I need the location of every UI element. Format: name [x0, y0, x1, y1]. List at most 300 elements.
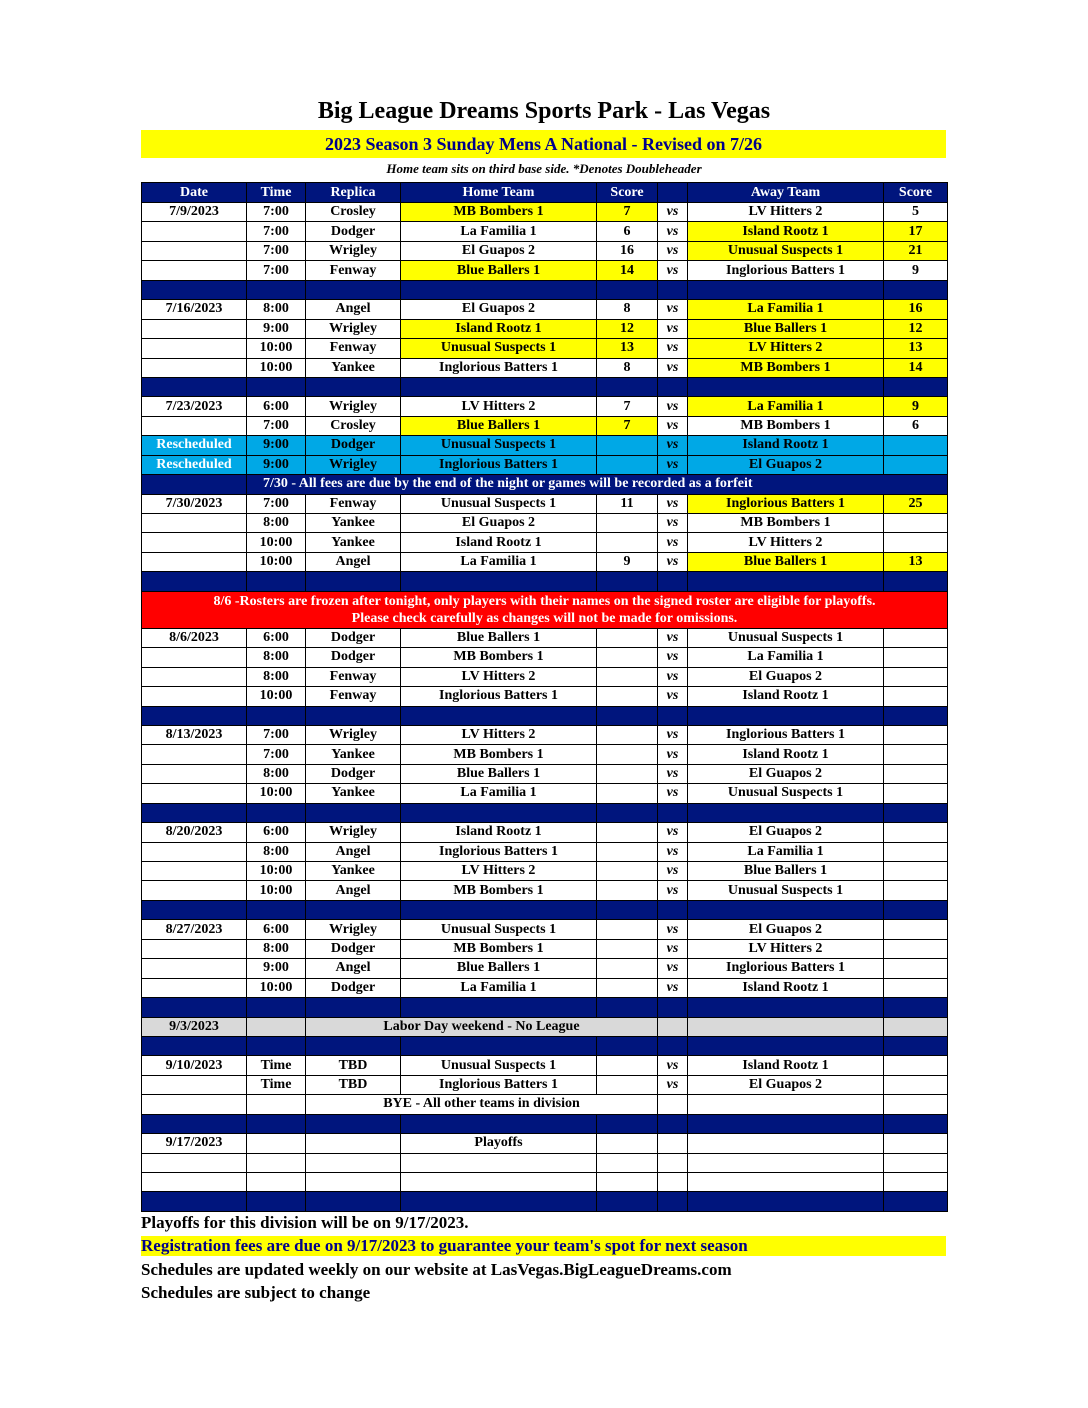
vs-label: vs [658, 823, 688, 842]
separator-cell [688, 998, 884, 1017]
empty-cell [658, 1095, 688, 1114]
home-score [597, 764, 658, 783]
col-header-time: Time [247, 183, 306, 203]
empty-cell [884, 1153, 948, 1172]
week-separator-row [142, 377, 948, 396]
home-team: MB Bombers 1 [401, 881, 597, 900]
vs-label: vs [658, 514, 688, 533]
vs-label: vs [658, 978, 688, 997]
field-replica: Yankee [306, 514, 401, 533]
home-score: 16 [597, 241, 658, 260]
home-score: 6 [597, 222, 658, 241]
home-score: 8 [597, 358, 658, 377]
separator-cell [142, 803, 247, 822]
game-date [142, 533, 247, 552]
separator-cell [884, 377, 948, 396]
field-replica: Yankee [306, 784, 401, 803]
field-replica: Crosley [306, 416, 401, 435]
separator-cell [401, 280, 597, 299]
separator-cell [658, 377, 688, 396]
separator-cell [247, 706, 306, 725]
away-score: 12 [884, 319, 948, 338]
separator-cell [142, 1192, 247, 1211]
game-row [142, 261, 948, 280]
home-score: 12 [597, 319, 658, 338]
game-date [142, 241, 247, 260]
separator-cell [142, 1114, 247, 1133]
field-replica: TBD [306, 1056, 401, 1075]
away-team: Island Rootz 1 [688, 222, 884, 241]
home-team: LV Hitters 2 [401, 397, 597, 416]
schedule-body [142, 203, 948, 1212]
away-score [884, 939, 948, 958]
game-time: 10:00 [247, 533, 306, 552]
separator-cell [884, 803, 948, 822]
week-separator-row [142, 1114, 948, 1133]
game-row [142, 745, 948, 764]
game-date [142, 745, 247, 764]
separator-cell [247, 377, 306, 396]
separator-cell [597, 1192, 658, 1211]
vs-label: vs [658, 533, 688, 552]
away-score [884, 1075, 948, 1094]
vs-label: vs [658, 1056, 688, 1075]
empty-cell [247, 1173, 306, 1192]
field-replica: Wrigley [306, 920, 401, 939]
separator-cell [142, 900, 247, 919]
empty-cell [142, 1095, 247, 1114]
away-score [884, 920, 948, 939]
vs-label: vs [658, 358, 688, 377]
game-date [142, 319, 247, 338]
separator-cell [247, 1114, 306, 1133]
vs-label: vs [658, 300, 688, 319]
home-score [597, 959, 658, 978]
away-team: LV Hitters 2 [688, 939, 884, 958]
separator-cell [247, 998, 306, 1017]
away-score [884, 687, 948, 706]
vs-label: vs [658, 920, 688, 939]
game-time: 7:00 [247, 494, 306, 513]
game-time: 10:00 [247, 881, 306, 900]
game-row [142, 1056, 948, 1075]
game-date: 7/16/2023 [142, 300, 247, 319]
separator-cell [658, 1114, 688, 1133]
game-row [142, 397, 948, 416]
field-replica: Angel [306, 300, 401, 319]
field-replica: Wrigley [306, 319, 401, 338]
separator-cell [401, 900, 597, 919]
field-replica: Angel [306, 552, 401, 571]
vs-label: vs [658, 842, 688, 861]
game-row [142, 416, 948, 435]
game-row [142, 533, 948, 552]
game-date [142, 764, 247, 783]
game-date [142, 881, 247, 900]
home-score [597, 1056, 658, 1075]
separator-cell [884, 998, 948, 1017]
empty-cell [688, 1095, 884, 1114]
game-row [142, 939, 948, 958]
game-date [142, 514, 247, 533]
away-team: Blue Ballers 1 [688, 862, 884, 881]
game-time: 6:00 [247, 628, 306, 647]
away-score: 14 [884, 358, 948, 377]
home-score: 7 [597, 203, 658, 222]
home-score [597, 436, 658, 455]
field-replica: Angel [306, 842, 401, 861]
game-time: 9:00 [247, 455, 306, 474]
field-replica: Fenway [306, 687, 401, 706]
table-header-row [142, 183, 948, 203]
away-score [884, 823, 948, 842]
game-date [142, 416, 247, 435]
home-team: El Guapos 2 [401, 241, 597, 260]
vs-label: vs [658, 241, 688, 260]
home-team: Inglorious Batters 1 [401, 1075, 597, 1094]
footer-change-note: Schedules are subject to change [141, 1283, 371, 1302]
home-team: Blue Ballers 1 [401, 764, 597, 783]
separator-cell [597, 280, 658, 299]
game-row [142, 823, 948, 842]
home-score [597, 862, 658, 881]
vs-label: vs [658, 552, 688, 571]
game-time: 9:00 [247, 436, 306, 455]
separator-cell [884, 280, 948, 299]
game-date: 7/23/2023 [142, 397, 247, 416]
home-team: Inglorious Batters 1 [401, 455, 597, 474]
home-score [597, 920, 658, 939]
game-time: 10:00 [247, 862, 306, 881]
empty-cell [658, 1173, 688, 1192]
away-team: El Guapos 2 [688, 920, 884, 939]
roster-freeze-line-1: 8/6 -Rosters are frozen after tonight, only players with their names on the signed roster are eligible for playoffs. [213, 593, 876, 609]
home-team: Island Rootz 1 [401, 533, 597, 552]
week-separator-row [142, 1036, 948, 1055]
separator-cell [142, 998, 247, 1017]
vs-label: vs [658, 494, 688, 513]
separator-cell [688, 1192, 884, 1211]
week-separator-row [142, 803, 948, 822]
game-date [142, 648, 247, 667]
empty-cell [688, 1173, 884, 1192]
away-score [884, 1056, 948, 1075]
col-header-replica: Replica [306, 183, 401, 203]
home-team: LV Hitters 2 [401, 667, 597, 686]
game-date [142, 842, 247, 861]
game-time: 8:00 [247, 764, 306, 783]
home-team: LV Hitters 2 [401, 725, 597, 744]
away-score: 17 [884, 222, 948, 241]
game-row [142, 764, 948, 783]
game-time: 7:00 [247, 203, 306, 222]
game-row [142, 358, 948, 377]
game-date: 8/20/2023 [142, 823, 247, 842]
game-date: 9/17/2023 [142, 1134, 247, 1153]
vs-label: vs [658, 1075, 688, 1094]
game-time: 8:00 [247, 939, 306, 958]
playoffs-row [142, 1134, 948, 1153]
game-time: 7:00 [247, 745, 306, 764]
field-replica: Dodger [306, 764, 401, 783]
separator-cell [597, 1114, 658, 1133]
separator-cell [401, 572, 597, 591]
separator-cell [401, 1192, 597, 1211]
separator-cell [688, 572, 884, 591]
bye-row [142, 1095, 948, 1114]
vs-label: vs [658, 959, 688, 978]
separator-cell [142, 1036, 247, 1055]
home-team: Unusual Suspects 1 [401, 920, 597, 939]
game-time: 10:00 [247, 687, 306, 706]
away-score [884, 745, 948, 764]
away-team: Island Rootz 1 [688, 687, 884, 706]
home-score: 8 [597, 300, 658, 319]
game-row [142, 687, 948, 706]
separator-cell [306, 572, 401, 591]
separator-cell [597, 377, 658, 396]
field-replica: Angel [306, 959, 401, 978]
away-team: LV Hitters 2 [688, 533, 884, 552]
game-date [142, 1075, 247, 1094]
separator-cell [142, 280, 247, 299]
home-score [597, 784, 658, 803]
footer-registration-note: Registration fees are due on 9/17/2023 to guarantee your team's spot for next season [141, 1236, 946, 1256]
home-team: Unusual Suspects 1 [401, 494, 597, 513]
banner-spacer [142, 475, 247, 494]
away-score [884, 455, 948, 474]
away-team: Island Rootz 1 [688, 1056, 884, 1075]
separator-cell [306, 377, 401, 396]
away-score [884, 667, 948, 686]
game-row [142, 978, 948, 997]
separator-cell [658, 900, 688, 919]
season-subtitle: 2023 Season 3 Sunday Mens A National - Revised on 7/26 [141, 130, 946, 158]
away-score: 9 [884, 261, 948, 280]
away-team: Inglorious Batters 1 [688, 261, 884, 280]
home-team: Inglorious Batters 1 [401, 687, 597, 706]
separator-cell [247, 572, 306, 591]
separator-cell [306, 803, 401, 822]
game-time: 10:00 [247, 339, 306, 358]
home-team: MB Bombers 1 [401, 745, 597, 764]
game-time: 10:00 [247, 552, 306, 571]
empty-cell [597, 1153, 658, 1172]
empty-cell [658, 1017, 688, 1036]
empty-cell [142, 1153, 247, 1172]
empty-cell [306, 1173, 401, 1192]
field-replica: Wrigley [306, 725, 401, 744]
separator-cell [142, 572, 247, 591]
separator-cell [306, 998, 401, 1017]
game-date [142, 222, 247, 241]
separator-cell [658, 706, 688, 725]
separator-cell [884, 1114, 948, 1133]
separator-cell [247, 1192, 306, 1211]
separator-cell [142, 377, 247, 396]
empty-cell [306, 1153, 401, 1172]
separator-cell [401, 377, 597, 396]
away-score: 13 [884, 552, 948, 571]
empty-cell [142, 1173, 247, 1192]
home-team: La Familia 1 [401, 978, 597, 997]
game-row [142, 203, 948, 222]
vs-label: vs [658, 862, 688, 881]
game-time: Time [247, 1075, 306, 1094]
away-team: La Familia 1 [688, 648, 884, 667]
separator-cell [688, 377, 884, 396]
vs-label: vs [658, 939, 688, 958]
home-team-note: Home team sits on third base side. *Denotes Doubleheader [386, 161, 702, 176]
home-score: 9 [597, 552, 658, 571]
away-team: Unusual Suspects 1 [688, 241, 884, 260]
away-score [884, 514, 948, 533]
game-row [142, 648, 948, 667]
home-score [597, 648, 658, 667]
away-score [884, 881, 948, 900]
game-date [142, 959, 247, 978]
away-team: La Familia 1 [688, 842, 884, 861]
schedule-table [141, 182, 948, 1212]
game-date: 8/27/2023 [142, 920, 247, 939]
game-time: 10:00 [247, 784, 306, 803]
away-team: Blue Ballers 1 [688, 319, 884, 338]
separator-cell [247, 280, 306, 299]
game-row [142, 725, 948, 744]
home-score [597, 939, 658, 958]
separator-cell [306, 1036, 401, 1055]
game-time: 8:00 [247, 514, 306, 533]
game-date: Rescheduled [142, 436, 247, 455]
away-team: Inglorious Batters 1 [688, 725, 884, 744]
field-replica: Fenway [306, 339, 401, 358]
home-score [597, 455, 658, 474]
separator-cell [401, 998, 597, 1017]
separator-cell [597, 1036, 658, 1055]
home-score [597, 514, 658, 533]
field-replica: Dodger [306, 628, 401, 647]
away-score: 6 [884, 416, 948, 435]
week-separator-row [142, 572, 948, 591]
game-date: 7/9/2023 [142, 203, 247, 222]
footer-playoffs-note: Playoffs for this division will be on 9/17/2023. [141, 1213, 469, 1232]
away-team: El Guapos 2 [688, 667, 884, 686]
away-team: El Guapos 2 [688, 1075, 884, 1094]
game-row [142, 1075, 948, 1094]
game-time: 6:00 [247, 823, 306, 842]
separator-cell [658, 1036, 688, 1055]
away-team: MB Bombers 1 [688, 514, 884, 533]
col-header-away-team: Away Team [688, 183, 884, 203]
home-team: La Familia 1 [401, 222, 597, 241]
game-time: 9:00 [247, 959, 306, 978]
home-team: Unusual Suspects 1 [401, 339, 597, 358]
vs-label: vs [658, 339, 688, 358]
home-team: Blue Ballers 1 [401, 959, 597, 978]
col-header-home-score: Score [597, 183, 658, 203]
game-time: 8:00 [247, 300, 306, 319]
game-date [142, 862, 247, 881]
game-row [142, 920, 948, 939]
separator-cell [597, 803, 658, 822]
home-score [597, 628, 658, 647]
field-replica: TBD [306, 1075, 401, 1094]
empty-cell [688, 1153, 884, 1172]
col-header-vs [658, 183, 688, 203]
separator-cell [884, 1036, 948, 1055]
rescheduled-row [142, 455, 948, 474]
playoffs-text: Playoffs [401, 1134, 597, 1153]
empty-cell [884, 1173, 948, 1192]
separator-cell [597, 900, 658, 919]
home-team: El Guapos 2 [401, 300, 597, 319]
game-row [142, 494, 948, 513]
separator-cell [688, 803, 884, 822]
game-date [142, 552, 247, 571]
game-date [142, 784, 247, 803]
game-time: 8:00 [247, 842, 306, 861]
field-replica: Crosley [306, 203, 401, 222]
away-score: 25 [884, 494, 948, 513]
separator-cell [306, 280, 401, 299]
separator-cell [597, 572, 658, 591]
separator-cell [688, 706, 884, 725]
separator-cell [658, 572, 688, 591]
game-row [142, 514, 948, 533]
empty-cell [597, 1134, 658, 1153]
separator-cell [884, 900, 948, 919]
home-team: Island Rootz 1 [401, 823, 597, 842]
home-score [597, 687, 658, 706]
away-team: MB Bombers 1 [688, 416, 884, 435]
home-score: 13 [597, 339, 658, 358]
field-replica: Wrigley [306, 823, 401, 842]
home-score [597, 533, 658, 552]
away-score [884, 862, 948, 881]
game-row [142, 784, 948, 803]
away-score [884, 725, 948, 744]
empty-cell [658, 1134, 688, 1153]
home-score [597, 881, 658, 900]
col-header-home-team: Home Team [401, 183, 597, 203]
game-row [142, 862, 948, 881]
game-row [142, 842, 948, 861]
away-team: Unusual Suspects 1 [688, 784, 884, 803]
vs-label: vs [658, 881, 688, 900]
field-replica: Dodger [306, 436, 401, 455]
game-date [142, 667, 247, 686]
game-date: 7/30/2023 [142, 494, 247, 513]
home-team: MB Bombers 1 [401, 939, 597, 958]
game-time: 6:00 [247, 920, 306, 939]
field-replica: Yankee [306, 358, 401, 377]
labor-day-text: Labor Day weekend - No League [306, 1017, 658, 1036]
game-time: 9:00 [247, 319, 306, 338]
col-header-date: Date [142, 183, 247, 203]
field-replica: Yankee [306, 745, 401, 764]
field-replica: Dodger [306, 648, 401, 667]
separator-cell [597, 706, 658, 725]
separator-cell [688, 280, 884, 299]
empty-cell [247, 1153, 306, 1172]
away-team: Island Rootz 1 [688, 745, 884, 764]
game-time: 7:00 [247, 725, 306, 744]
home-score [597, 667, 658, 686]
vs-label: vs [658, 667, 688, 686]
home-team: La Familia 1 [401, 784, 597, 803]
game-row [142, 300, 948, 319]
roster-freeze-notice-row [142, 591, 948, 628]
